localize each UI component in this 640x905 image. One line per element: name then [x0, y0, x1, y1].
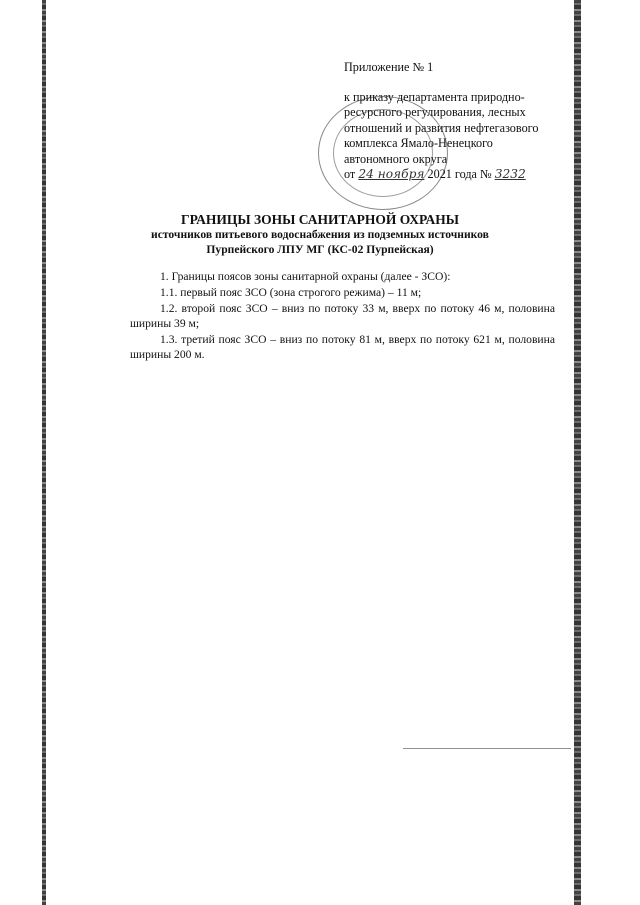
- appendix-line: ресурсного регулирования, лесных: [344, 105, 526, 119]
- appendix-number: Приложение № 1: [344, 60, 434, 74]
- appendix-line: автономного округа: [344, 151, 448, 166]
- body-paragraph: 1.3. третий пояс ЗСО – вниз по потоку 81 м, вверх по потоку 621 м, половина ширины 200 м.: [130, 332, 555, 361]
- appendix-header: [344, 60, 574, 183]
- title-subtitle: источников питьевого водоснабжения из подземных источников: [151, 228, 489, 241]
- appendix-line: к приказу департамента природно-: [344, 89, 525, 104]
- date-prefix: от: [344, 167, 356, 181]
- scan-edge-left: [42, 0, 46, 905]
- handwritten-order-number: 3232: [494, 167, 526, 181]
- title-subtitle: Пурпейского ЛПУ МГ (КС-02 Пурпейская): [206, 242, 434, 256]
- document-title: [130, 211, 510, 257]
- scan-artifact-line: [403, 748, 571, 749]
- appendix-line: отношений и развития нефтегазового: [344, 120, 539, 135]
- body-paragraph: 1. Границы поясов зоны санитарной охраны (далее - ЗСО):: [160, 270, 451, 283]
- document-body: [130, 269, 555, 362]
- body-paragraph: 1.2. второй пояс ЗСО – вниз по потоку 33 м, вверх по потоку 46 м, половина ширины 39 м;: [130, 301, 555, 330]
- title-main: ГРАНИЦЫ ЗОНЫ САНИТАРНОЙ ОХРАНЫ: [180, 212, 459, 227]
- date-suffix: 2021 года №: [427, 167, 492, 181]
- body-paragraph: 1.1. первый пояс ЗСО (зона строгого режима) – 11 м;: [160, 285, 422, 299]
- appendix-line: комплекса Ямало-Ненецкого: [344, 136, 493, 150]
- scan-edge-right: [574, 0, 581, 905]
- order-date-line: [344, 167, 574, 183]
- handwritten-date: 24 ноября: [358, 167, 425, 181]
